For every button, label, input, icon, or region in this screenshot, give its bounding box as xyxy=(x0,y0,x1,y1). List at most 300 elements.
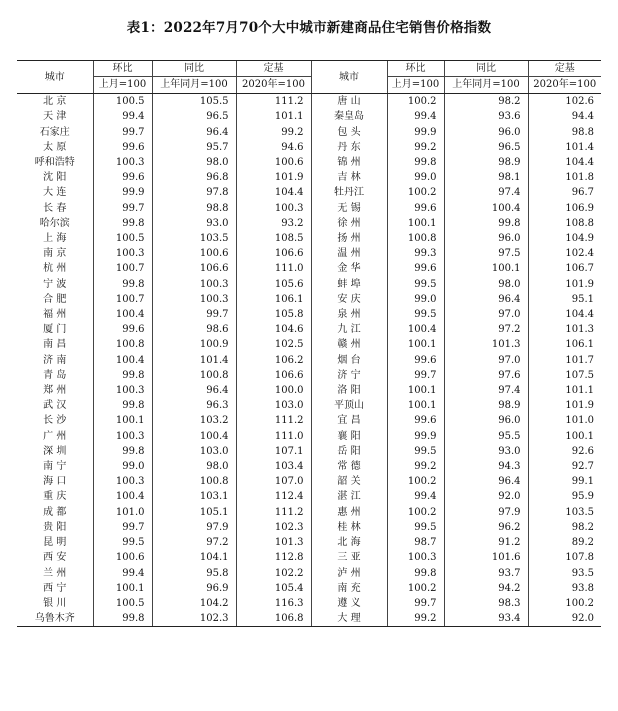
base-index: 101.0 xyxy=(528,413,601,428)
city-name: 济 宁 xyxy=(311,368,387,383)
header-tb-unit-left: 上年同月=100 xyxy=(152,77,236,94)
city-name: 九 江 xyxy=(311,322,387,337)
mom-index: 100.5 xyxy=(93,94,152,110)
city-name: 洛 阳 xyxy=(311,383,387,398)
base-index: 101.9 xyxy=(528,277,601,292)
base-index: 105.4 xyxy=(236,581,311,596)
yoy-index: 103.0 xyxy=(152,444,236,459)
base-index: 108.8 xyxy=(528,216,601,231)
base-index: 99.1 xyxy=(528,474,601,489)
mom-index: 99.0 xyxy=(387,292,444,307)
mom-index: 100.2 xyxy=(387,185,444,200)
table-row xyxy=(17,474,601,489)
table-row xyxy=(17,368,601,383)
city-name: 惠 州 xyxy=(311,505,387,520)
table-row xyxy=(17,398,601,413)
yoy-index: 96.0 xyxy=(444,231,528,246)
yoy-index: 98.2 xyxy=(444,94,528,110)
base-index: 106.1 xyxy=(528,337,601,352)
mom-index: 99.6 xyxy=(387,201,444,216)
mom-index: 99.6 xyxy=(387,353,444,368)
yoy-index: 97.5 xyxy=(444,246,528,261)
city-name: 银 川 xyxy=(43,597,67,609)
base-index: 98.2 xyxy=(528,520,601,535)
base-index: 111.2 xyxy=(236,413,311,428)
city-name: 长 沙 xyxy=(43,415,67,427)
city-name: 湛 江 xyxy=(311,489,387,504)
mom-index: 100.1 xyxy=(93,413,152,428)
base-index: 93.2 xyxy=(236,216,311,231)
yoy-index: 92.0 xyxy=(444,489,528,504)
header-tb-unit-right: 上年同月=100 xyxy=(444,77,528,94)
price-index-table xyxy=(17,60,601,627)
base-index: 105.8 xyxy=(236,307,311,322)
yoy-index: 98.9 xyxy=(444,398,528,413)
mom-index: 99.8 xyxy=(93,444,152,459)
yoy-index: 96.8 xyxy=(152,170,236,185)
mom-index: 100.3 xyxy=(93,474,152,489)
table-row xyxy=(17,322,601,337)
table-row xyxy=(17,231,601,246)
base-index: 101.9 xyxy=(236,170,311,185)
base-index: 104.4 xyxy=(528,307,601,322)
base-index: 93.5 xyxy=(528,566,601,581)
base-index: 106.7 xyxy=(528,261,601,276)
header-city-left: 城市 xyxy=(17,61,93,94)
mom-index: 99.6 xyxy=(387,261,444,276)
mom-index: 99.5 xyxy=(93,535,152,550)
city-name: 长 春 xyxy=(43,202,67,214)
base-index: 111.2 xyxy=(236,505,311,520)
base-index: 95.1 xyxy=(528,292,601,307)
city-name: 锦 州 xyxy=(311,155,387,170)
city-name: 秦皇岛 xyxy=(311,109,387,124)
table-row xyxy=(17,307,601,322)
yoy-index: 98.6 xyxy=(152,322,236,337)
mom-index: 100.4 xyxy=(93,307,152,322)
mom-index: 99.7 xyxy=(93,125,152,140)
base-index: 107.0 xyxy=(236,474,311,489)
mom-index: 99.7 xyxy=(387,596,444,611)
base-index: 101.1 xyxy=(528,383,601,398)
table-row xyxy=(17,94,601,110)
yoy-index: 97.2 xyxy=(152,535,236,550)
mom-index: 99.5 xyxy=(387,277,444,292)
table-row xyxy=(17,535,601,550)
base-index: 111.0 xyxy=(236,261,311,276)
city-name: 杭 州 xyxy=(43,263,67,275)
yoy-index: 97.6 xyxy=(444,368,528,383)
table-row xyxy=(17,277,601,292)
city-name: 上 海 xyxy=(43,233,67,245)
city-name: 哈尔滨 xyxy=(39,217,70,229)
table-row xyxy=(17,444,601,459)
table-header xyxy=(17,61,601,94)
yoy-index: 96.0 xyxy=(444,125,528,140)
mom-index: 99.9 xyxy=(387,429,444,444)
city-name: 重 庆 xyxy=(43,491,67,503)
yoy-index: 97.0 xyxy=(444,307,528,322)
mom-index: 100.3 xyxy=(93,155,152,170)
base-index: 92.6 xyxy=(528,444,601,459)
mom-index: 99.5 xyxy=(387,520,444,535)
mom-index: 99.9 xyxy=(387,125,444,140)
header-dj-left: 定基 xyxy=(236,61,311,77)
city-name: 温 州 xyxy=(311,246,387,261)
table-row xyxy=(17,413,601,428)
header-dj-unit-right: 2020年=100 xyxy=(528,77,601,94)
city-name: 石家庄 xyxy=(39,126,70,138)
mom-index: 100.2 xyxy=(387,474,444,489)
yoy-index: 104.2 xyxy=(152,596,236,611)
yoy-index: 97.9 xyxy=(444,505,528,520)
base-index: 101.1 xyxy=(236,109,311,124)
header-hb-unit-left: 上月=100 xyxy=(93,77,152,94)
mom-index: 99.6 xyxy=(93,140,152,155)
yoy-index: 105.1 xyxy=(152,505,236,520)
mom-index: 100.6 xyxy=(93,550,152,565)
yoy-index: 97.8 xyxy=(152,185,236,200)
table-row xyxy=(17,261,601,276)
mom-index: 100.3 xyxy=(93,383,152,398)
yoy-index: 93.6 xyxy=(444,109,528,124)
table-row xyxy=(17,383,601,398)
header-tb-left: 同比 xyxy=(152,61,236,77)
yoy-index: 100.9 xyxy=(152,337,236,352)
city-name: 平顶山 xyxy=(311,398,387,413)
city-name: 南 昌 xyxy=(43,339,67,351)
mom-index: 100.1 xyxy=(93,581,152,596)
city-name: 唐 山 xyxy=(311,94,387,110)
mom-index: 100.2 xyxy=(387,94,444,110)
yoy-index: 100.4 xyxy=(444,201,528,216)
mom-index: 100.3 xyxy=(387,550,444,565)
mom-index: 99.6 xyxy=(93,170,152,185)
yoy-index: 99.7 xyxy=(152,307,236,322)
mom-index: 99.3 xyxy=(387,246,444,261)
city-name: 无 锡 xyxy=(311,201,387,216)
mom-index: 99.4 xyxy=(387,489,444,504)
city-name: 三 亚 xyxy=(311,550,387,565)
yoy-index: 100.1 xyxy=(444,261,528,276)
yoy-index: 97.9 xyxy=(152,520,236,535)
yoy-index: 96.4 xyxy=(152,125,236,140)
mom-index: 100.4 xyxy=(93,489,152,504)
city-name: 昆 明 xyxy=(43,537,67,549)
header-hb-right: 环比 xyxy=(387,61,444,77)
table-row xyxy=(17,353,601,368)
city-name: 成 都 xyxy=(43,506,67,518)
city-name: 包 头 xyxy=(311,125,387,140)
yoy-index: 98.8 xyxy=(152,201,236,216)
table-row xyxy=(17,125,601,140)
yoy-index: 95.7 xyxy=(152,140,236,155)
table-row xyxy=(17,520,601,535)
table-row xyxy=(17,201,601,216)
city-name: 宜 昌 xyxy=(311,413,387,428)
city-name: 金 华 xyxy=(311,261,387,276)
yoy-index: 101.6 xyxy=(444,550,528,565)
yoy-index: 98.3 xyxy=(444,596,528,611)
yoy-index: 101.4 xyxy=(152,353,236,368)
mom-index: 99.8 xyxy=(93,398,152,413)
city-name: 吉 林 xyxy=(311,170,387,185)
yoy-index: 100.3 xyxy=(152,277,236,292)
mom-index: 99.0 xyxy=(387,170,444,185)
mom-index: 100.7 xyxy=(93,261,152,276)
base-index: 106.9 xyxy=(528,201,601,216)
table-row xyxy=(17,429,601,444)
yoy-index: 98.0 xyxy=(152,155,236,170)
table-row xyxy=(17,489,601,504)
base-index: 92.0 xyxy=(528,611,601,627)
table-row xyxy=(17,140,601,155)
city-name: 厦 门 xyxy=(43,324,67,336)
header-tb-right: 同比 xyxy=(444,61,528,77)
mom-index: 100.5 xyxy=(93,596,152,611)
table-row xyxy=(17,611,601,627)
header-hb-left: 环比 xyxy=(93,61,152,77)
base-index: 112.8 xyxy=(236,550,311,565)
table-row xyxy=(17,550,601,565)
base-index: 100.2 xyxy=(528,596,601,611)
mom-index: 99.8 xyxy=(93,216,152,231)
base-index: 102.4 xyxy=(528,246,601,261)
city-name: 福 州 xyxy=(43,309,67,321)
table-row xyxy=(17,566,601,581)
city-name: 扬 州 xyxy=(311,231,387,246)
mom-index: 99.6 xyxy=(387,413,444,428)
mom-index: 99.8 xyxy=(93,368,152,383)
mom-index: 99.7 xyxy=(93,520,152,535)
mom-index: 100.2 xyxy=(387,505,444,520)
yoy-index: 100.4 xyxy=(152,429,236,444)
base-index: 94.6 xyxy=(236,140,311,155)
base-index: 106.6 xyxy=(236,246,311,261)
base-index: 101.4 xyxy=(528,140,601,155)
mom-index: 100.1 xyxy=(387,216,444,231)
base-index: 100.3 xyxy=(236,201,311,216)
mom-index: 99.4 xyxy=(93,566,152,581)
city-name: 合 肥 xyxy=(43,293,67,305)
base-index: 101.8 xyxy=(528,170,601,185)
mom-index: 99.4 xyxy=(93,109,152,124)
city-name: 武 汉 xyxy=(43,400,67,412)
mom-index: 101.0 xyxy=(93,505,152,520)
mom-index: 99.7 xyxy=(93,201,152,216)
base-index: 107.8 xyxy=(528,550,601,565)
mom-index: 99.7 xyxy=(387,368,444,383)
header-hb-unit-right: 上月=100 xyxy=(387,77,444,94)
yoy-index: 96.3 xyxy=(152,398,236,413)
mom-index: 99.2 xyxy=(387,459,444,474)
city-name: 太 原 xyxy=(43,141,67,153)
base-index: 101.9 xyxy=(528,398,601,413)
city-name: 北 海 xyxy=(311,535,387,550)
base-index: 92.7 xyxy=(528,459,601,474)
base-index: 106.1 xyxy=(236,292,311,307)
base-index: 104.9 xyxy=(528,231,601,246)
yoy-index: 104.1 xyxy=(152,550,236,565)
city-name: 西 安 xyxy=(43,552,67,564)
yoy-index: 100.6 xyxy=(152,246,236,261)
table-row xyxy=(17,505,601,520)
mom-index: 100.3 xyxy=(93,429,152,444)
base-index: 100.0 xyxy=(236,383,311,398)
base-index: 94.4 xyxy=(528,109,601,124)
yoy-index: 96.5 xyxy=(152,109,236,124)
table-row xyxy=(17,155,601,170)
table-row xyxy=(17,170,601,185)
yoy-index: 106.6 xyxy=(152,261,236,276)
table-row xyxy=(17,459,601,474)
mom-index: 99.0 xyxy=(93,459,152,474)
base-index: 104.4 xyxy=(236,185,311,200)
mom-index: 99.2 xyxy=(387,140,444,155)
city-name: 大 连 xyxy=(43,187,67,199)
base-index: 100.1 xyxy=(528,429,601,444)
yoy-index: 93.0 xyxy=(444,444,528,459)
mom-index: 100.2 xyxy=(387,581,444,596)
yoy-index: 96.5 xyxy=(444,140,528,155)
city-name: 遵 义 xyxy=(311,596,387,611)
mom-index: 100.7 xyxy=(93,292,152,307)
yoy-index: 103.5 xyxy=(152,231,236,246)
base-index: 102.3 xyxy=(236,520,311,535)
city-name: 南 宁 xyxy=(43,461,67,473)
city-name: 常 德 xyxy=(311,459,387,474)
mom-index: 100.1 xyxy=(387,398,444,413)
yoy-index: 101.3 xyxy=(444,337,528,352)
base-index: 103.5 xyxy=(528,505,601,520)
city-name: 泉 州 xyxy=(311,307,387,322)
yoy-index: 100.3 xyxy=(152,292,236,307)
city-name: 烟 台 xyxy=(311,353,387,368)
city-name: 济 南 xyxy=(43,354,67,366)
base-index: 99.2 xyxy=(236,125,311,140)
yoy-index: 100.8 xyxy=(152,474,236,489)
city-name: 安 庆 xyxy=(311,292,387,307)
mom-index: 99.9 xyxy=(93,185,152,200)
yoy-index: 96.4 xyxy=(152,383,236,398)
city-name: 北 京 xyxy=(43,96,67,108)
base-index: 116.3 xyxy=(236,596,311,611)
yoy-index: 96.9 xyxy=(152,581,236,596)
base-index: 112.4 xyxy=(236,489,311,504)
city-name: 乌鲁木齐 xyxy=(17,611,93,627)
base-index: 96.7 xyxy=(528,185,601,200)
table-row xyxy=(17,292,601,307)
yoy-index: 91.2 xyxy=(444,535,528,550)
city-name: 青 岛 xyxy=(43,369,67,381)
yoy-index: 96.2 xyxy=(444,520,528,535)
city-name: 泸 州 xyxy=(311,566,387,581)
mom-index: 99.5 xyxy=(387,307,444,322)
city-name: 韶 关 xyxy=(311,474,387,489)
mom-index: 99.2 xyxy=(387,611,444,627)
city-name: 广 州 xyxy=(43,430,67,442)
mom-index: 100.4 xyxy=(387,322,444,337)
mom-index: 100.3 xyxy=(93,246,152,261)
header-city-right: 城市 xyxy=(311,61,387,94)
yoy-index: 100.8 xyxy=(152,368,236,383)
yoy-index: 96.4 xyxy=(444,292,528,307)
base-index: 95.9 xyxy=(528,489,601,504)
city-name: 牡丹江 xyxy=(311,185,387,200)
city-name: 贵 阳 xyxy=(43,521,67,533)
mom-index: 99.8 xyxy=(387,155,444,170)
table-row xyxy=(17,581,601,596)
base-index: 104.6 xyxy=(236,322,311,337)
city-name: 大 理 xyxy=(311,611,387,627)
yoy-index: 98.0 xyxy=(444,277,528,292)
base-index: 106.6 xyxy=(236,368,311,383)
mom-index: 99.8 xyxy=(387,566,444,581)
mom-index: 99.5 xyxy=(387,444,444,459)
city-name: 赣 州 xyxy=(311,337,387,352)
city-name: 徐 州 xyxy=(311,216,387,231)
yoy-index: 94.2 xyxy=(444,581,528,596)
yoy-index: 98.0 xyxy=(152,459,236,474)
yoy-index: 96.4 xyxy=(444,474,528,489)
yoy-index: 103.2 xyxy=(152,413,236,428)
city-name: 呼和浩特 xyxy=(34,157,75,169)
base-index: 102.2 xyxy=(236,566,311,581)
city-name: 丹 东 xyxy=(311,140,387,155)
mom-index: 100.8 xyxy=(387,231,444,246)
base-index: 101.3 xyxy=(528,322,601,337)
mom-index: 99.8 xyxy=(93,611,152,627)
base-index: 103.4 xyxy=(236,459,311,474)
mom-index: 100.1 xyxy=(387,337,444,352)
city-name: 桂 林 xyxy=(311,520,387,535)
city-name: 兰 州 xyxy=(43,567,67,579)
city-name: 天 津 xyxy=(43,111,67,123)
yoy-index: 97.2 xyxy=(444,322,528,337)
base-index: 105.6 xyxy=(236,277,311,292)
header-dj-right: 定基 xyxy=(528,61,601,77)
base-index: 104.4 xyxy=(528,155,601,170)
yoy-index: 95.8 xyxy=(152,566,236,581)
base-index: 111.2 xyxy=(236,94,311,110)
yoy-index: 99.8 xyxy=(444,216,528,231)
mom-index: 100.5 xyxy=(93,231,152,246)
base-index: 107.5 xyxy=(528,368,601,383)
table-row xyxy=(17,109,601,124)
base-index: 106.2 xyxy=(236,353,311,368)
base-index: 101.7 xyxy=(528,353,601,368)
table-title: 表1：2022年7月70个大中城市新建商品住宅销售价格指数 xyxy=(126,20,492,36)
mom-index: 100.1 xyxy=(387,383,444,398)
city-name: 沈 阳 xyxy=(43,172,67,184)
yoy-index: 97.4 xyxy=(444,185,528,200)
header-dj-unit-left: 2020年=100 xyxy=(236,77,311,94)
yoy-index: 95.5 xyxy=(444,429,528,444)
yoy-index: 94.3 xyxy=(444,459,528,474)
yoy-index: 93.4 xyxy=(444,611,528,627)
yoy-index: 102.3 xyxy=(152,611,236,627)
base-index: 93.8 xyxy=(528,581,601,596)
city-name: 襄 阳 xyxy=(311,429,387,444)
mom-index: 99.6 xyxy=(93,322,152,337)
mom-index: 99.8 xyxy=(93,277,152,292)
city-name: 深 圳 xyxy=(43,445,67,457)
table-row xyxy=(17,246,601,261)
yoy-index: 98.9 xyxy=(444,155,528,170)
yoy-index: 103.1 xyxy=(152,489,236,504)
table-body xyxy=(17,94,601,627)
base-index: 103.0 xyxy=(236,398,311,413)
